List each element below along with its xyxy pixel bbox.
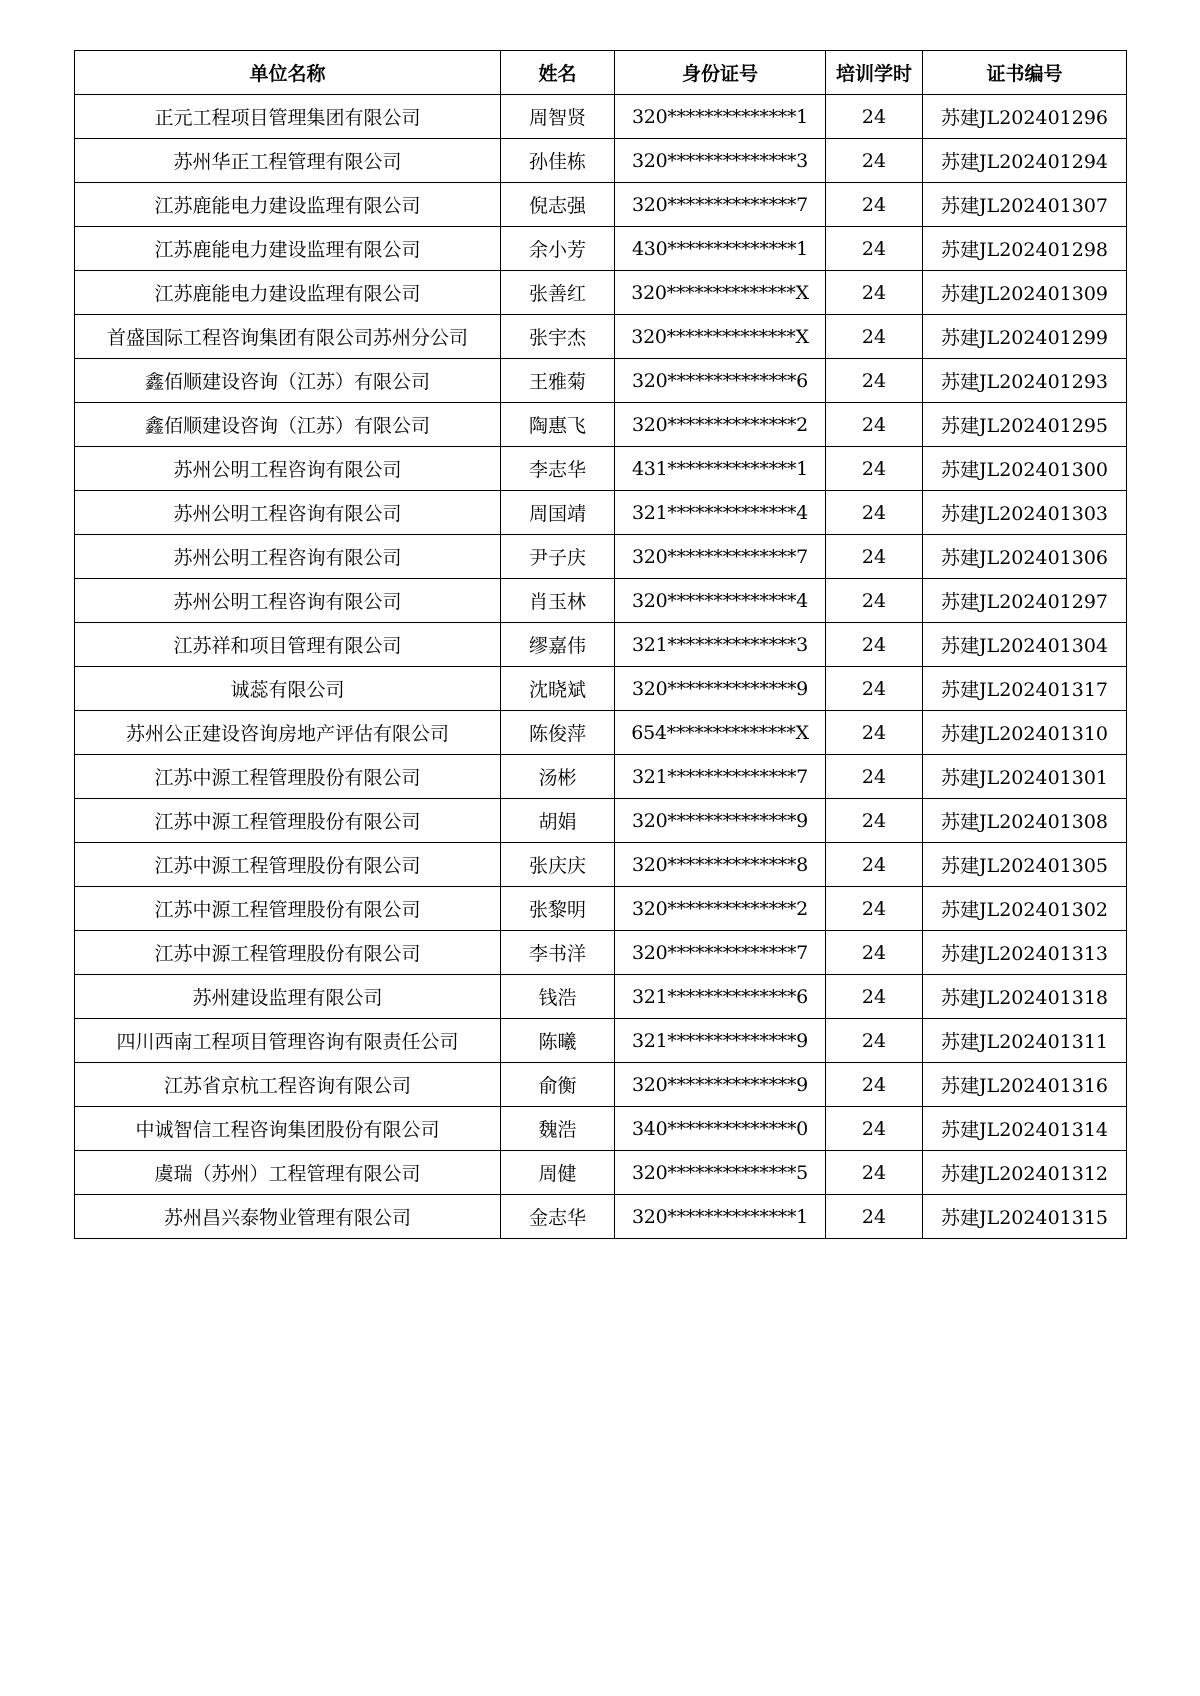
cell-company: 江苏中源工程管理股份有限公司 xyxy=(75,843,501,887)
table-row xyxy=(75,843,1127,887)
cell-certificate: 苏建JL202401297 xyxy=(923,579,1127,623)
cell-certificate: 苏建JL202401295 xyxy=(923,403,1127,447)
cell-company: 苏州公明工程咨询有限公司 xyxy=(75,579,501,623)
table-row xyxy=(75,579,1127,623)
cell-hours: 24 xyxy=(826,887,923,931)
cell-company: 苏州公明工程咨询有限公司 xyxy=(75,447,501,491)
cell-id-number: 321**************6 xyxy=(615,975,826,1019)
table-row xyxy=(75,491,1127,535)
cell-company: 江苏鹿能电力建设监理有限公司 xyxy=(75,227,501,271)
cell-id-number: 431**************1 xyxy=(615,447,826,491)
cell-company: 鑫佰顺建设咨询（江苏）有限公司 xyxy=(75,359,501,403)
cell-hours: 24 xyxy=(826,931,923,975)
cell-id-number: 320**************1 xyxy=(615,1195,826,1239)
table-row xyxy=(75,447,1127,491)
cell-name: 周健 xyxy=(501,1151,615,1195)
cell-certificate: 苏建JL202401302 xyxy=(923,887,1127,931)
cell-company: 诚蕊有限公司 xyxy=(75,667,501,711)
cell-certificate: 苏建JL202401310 xyxy=(923,711,1127,755)
cell-company: 江苏中源工程管理股份有限公司 xyxy=(75,799,501,843)
table-row xyxy=(75,975,1127,1019)
cell-id-number: 320**************2 xyxy=(615,887,826,931)
cell-hours: 24 xyxy=(826,843,923,887)
cell-company: 苏州建设监理有限公司 xyxy=(75,975,501,1019)
table-row xyxy=(75,1063,1127,1107)
cell-id-number: 320**************8 xyxy=(615,843,826,887)
table-row xyxy=(75,95,1127,139)
cell-certificate: 苏建JL202401313 xyxy=(923,931,1127,975)
cell-hours: 24 xyxy=(826,403,923,447)
table-row xyxy=(75,359,1127,403)
table-row xyxy=(75,183,1127,227)
cell-certificate: 苏建JL202401299 xyxy=(923,315,1127,359)
cell-name: 倪志强 xyxy=(501,183,615,227)
cell-id-number: 320**************7 xyxy=(615,931,826,975)
cell-certificate: 苏建JL202401301 xyxy=(923,755,1127,799)
cell-company: 苏州华正工程管理有限公司 xyxy=(75,139,501,183)
cell-id-number: 321**************9 xyxy=(615,1019,826,1063)
header-certificate: 证书编号 xyxy=(923,51,1127,95)
cell-hours: 24 xyxy=(826,1019,923,1063)
cell-name: 张善红 xyxy=(501,271,615,315)
cell-name: 陶惠飞 xyxy=(501,403,615,447)
cell-hours: 24 xyxy=(826,491,923,535)
cell-certificate: 苏建JL202401303 xyxy=(923,491,1127,535)
cell-company: 苏州公正建设咨询房地产评估有限公司 xyxy=(75,711,501,755)
table-row xyxy=(75,227,1127,271)
cell-name: 尹子庆 xyxy=(501,535,615,579)
cell-id-number: 320**************5 xyxy=(615,1151,826,1195)
cell-hours: 24 xyxy=(826,315,923,359)
cell-certificate: 苏建JL202401298 xyxy=(923,227,1127,271)
cell-company: 虞瑞（苏州）工程管理有限公司 xyxy=(75,1151,501,1195)
cell-name: 李书洋 xyxy=(501,931,615,975)
cell-hours: 24 xyxy=(826,1151,923,1195)
table-row xyxy=(75,271,1127,315)
cell-hours: 24 xyxy=(826,359,923,403)
training-certificate-table xyxy=(74,50,1127,1239)
cell-id-number: 320**************X xyxy=(615,315,826,359)
cell-id-number: 320**************9 xyxy=(615,799,826,843)
cell-hours: 24 xyxy=(826,975,923,1019)
cell-name: 周国靖 xyxy=(501,491,615,535)
cell-id-number: 320**************9 xyxy=(615,1063,826,1107)
cell-company: 江苏中源工程管理股份有限公司 xyxy=(75,755,501,799)
cell-hours: 24 xyxy=(826,139,923,183)
cell-certificate: 苏建JL202401304 xyxy=(923,623,1127,667)
cell-name: 张宇杰 xyxy=(501,315,615,359)
cell-hours: 24 xyxy=(826,799,923,843)
table-row xyxy=(75,139,1127,183)
table-row xyxy=(75,799,1127,843)
cell-hours: 24 xyxy=(826,1107,923,1151)
cell-id-number: 340**************0 xyxy=(615,1107,826,1151)
table-row xyxy=(75,711,1127,755)
table-row xyxy=(75,667,1127,711)
cell-hours: 24 xyxy=(826,1195,923,1239)
cell-id-number: 430**************1 xyxy=(615,227,826,271)
cell-name: 陈俊萍 xyxy=(501,711,615,755)
table-row xyxy=(75,623,1127,667)
cell-hours: 24 xyxy=(826,1063,923,1107)
cell-certificate: 苏建JL202401315 xyxy=(923,1195,1127,1239)
cell-company: 江苏省京杭工程咨询有限公司 xyxy=(75,1063,501,1107)
cell-hours: 24 xyxy=(826,271,923,315)
cell-hours: 24 xyxy=(826,535,923,579)
table-row xyxy=(75,1151,1127,1195)
cell-certificate: 苏建JL202401316 xyxy=(923,1063,1127,1107)
cell-certificate: 苏建JL202401308 xyxy=(923,799,1127,843)
cell-certificate: 苏建JL202401294 xyxy=(923,139,1127,183)
cell-company: 苏州公明工程咨询有限公司 xyxy=(75,535,501,579)
cell-certificate: 苏建JL202401305 xyxy=(923,843,1127,887)
cell-id-number: 321**************4 xyxy=(615,491,826,535)
cell-hours: 24 xyxy=(826,711,923,755)
cell-name: 陈曦 xyxy=(501,1019,615,1063)
cell-certificate: 苏建JL202401307 xyxy=(923,183,1127,227)
cell-hours: 24 xyxy=(826,183,923,227)
cell-name: 钱浩 xyxy=(501,975,615,1019)
header-id-number: 身份证号 xyxy=(615,51,826,95)
cell-name: 李志华 xyxy=(501,447,615,491)
cell-id-number: 320**************3 xyxy=(615,139,826,183)
cell-company: 中诚智信工程咨询集团股份有限公司 xyxy=(75,1107,501,1151)
cell-company: 江苏鹿能电力建设监理有限公司 xyxy=(75,183,501,227)
cell-certificate: 苏建JL202401312 xyxy=(923,1151,1127,1195)
cell-name: 胡娟 xyxy=(501,799,615,843)
cell-certificate: 苏建JL202401296 xyxy=(923,95,1127,139)
cell-name: 金志华 xyxy=(501,1195,615,1239)
table-row xyxy=(75,1019,1127,1063)
cell-name: 张黎明 xyxy=(501,887,615,931)
cell-certificate: 苏建JL202401300 xyxy=(923,447,1127,491)
cell-certificate: 苏建JL202401311 xyxy=(923,1019,1127,1063)
cell-name: 沈晓斌 xyxy=(501,667,615,711)
table-row xyxy=(75,931,1127,975)
cell-id-number: 320**************2 xyxy=(615,403,826,447)
cell-hours: 24 xyxy=(826,755,923,799)
cell-company: 江苏祥和项目管理有限公司 xyxy=(75,623,501,667)
table-row xyxy=(75,1195,1127,1239)
cell-company: 江苏中源工程管理股份有限公司 xyxy=(75,931,501,975)
header-row xyxy=(75,51,1127,95)
cell-id-number: 320**************9 xyxy=(615,667,826,711)
cell-id-number: 320**************1 xyxy=(615,95,826,139)
cell-certificate: 苏建JL202401293 xyxy=(923,359,1127,403)
cell-name: 周智贤 xyxy=(501,95,615,139)
cell-company: 苏州昌兴泰物业管理有限公司 xyxy=(75,1195,501,1239)
table-row xyxy=(75,403,1127,447)
cell-name: 魏浩 xyxy=(501,1107,615,1151)
cell-id-number: 321**************3 xyxy=(615,623,826,667)
cell-certificate: 苏建JL202401309 xyxy=(923,271,1127,315)
cell-certificate: 苏建JL202401306 xyxy=(923,535,1127,579)
cell-hours: 24 xyxy=(826,227,923,271)
cell-id-number: 321**************7 xyxy=(615,755,826,799)
cell-name: 王雅菊 xyxy=(501,359,615,403)
table-row xyxy=(75,887,1127,931)
cell-company: 首盛国际工程咨询集团有限公司苏州分公司 xyxy=(75,315,501,359)
cell-company: 鑫佰顺建设咨询（江苏）有限公司 xyxy=(75,403,501,447)
table-row xyxy=(75,315,1127,359)
cell-name: 张庆庆 xyxy=(501,843,615,887)
cell-name: 肖玉林 xyxy=(501,579,615,623)
table-header xyxy=(75,51,1127,95)
cell-hours: 24 xyxy=(826,579,923,623)
cell-company: 四川西南工程项目管理咨询有限责任公司 xyxy=(75,1019,501,1063)
header-name: 姓名 xyxy=(501,51,615,95)
cell-name: 汤彬 xyxy=(501,755,615,799)
table-row xyxy=(75,535,1127,579)
cell-id-number: 320**************7 xyxy=(615,183,826,227)
header-company: 单位名称 xyxy=(75,51,501,95)
cell-name: 俞衡 xyxy=(501,1063,615,1107)
cell-company: 正元工程项目管理集团有限公司 xyxy=(75,95,501,139)
cell-certificate: 苏建JL202401318 xyxy=(923,975,1127,1019)
cell-hours: 24 xyxy=(826,95,923,139)
cell-certificate: 苏建JL202401314 xyxy=(923,1107,1127,1151)
cell-id-number: 320**************4 xyxy=(615,579,826,623)
cell-hours: 24 xyxy=(826,667,923,711)
cell-hours: 24 xyxy=(826,623,923,667)
cell-company: 江苏鹿能电力建设监理有限公司 xyxy=(75,271,501,315)
table-row xyxy=(75,755,1127,799)
header-hours: 培训学时 xyxy=(826,51,923,95)
cell-id-number: 320**************7 xyxy=(615,535,826,579)
cell-name: 孙佳栋 xyxy=(501,139,615,183)
cell-hours: 24 xyxy=(826,447,923,491)
cell-id-number: 654**************X xyxy=(615,711,826,755)
cell-company: 苏州公明工程咨询有限公司 xyxy=(75,491,501,535)
cell-id-number: 320**************X xyxy=(615,271,826,315)
cell-name: 余小芳 xyxy=(501,227,615,271)
cell-name: 缪嘉伟 xyxy=(501,623,615,667)
table-row xyxy=(75,1107,1127,1151)
table-body xyxy=(75,95,1127,1239)
cell-certificate: 苏建JL202401317 xyxy=(923,667,1127,711)
cell-id-number: 320**************6 xyxy=(615,359,826,403)
cell-company: 江苏中源工程管理股份有限公司 xyxy=(75,887,501,931)
